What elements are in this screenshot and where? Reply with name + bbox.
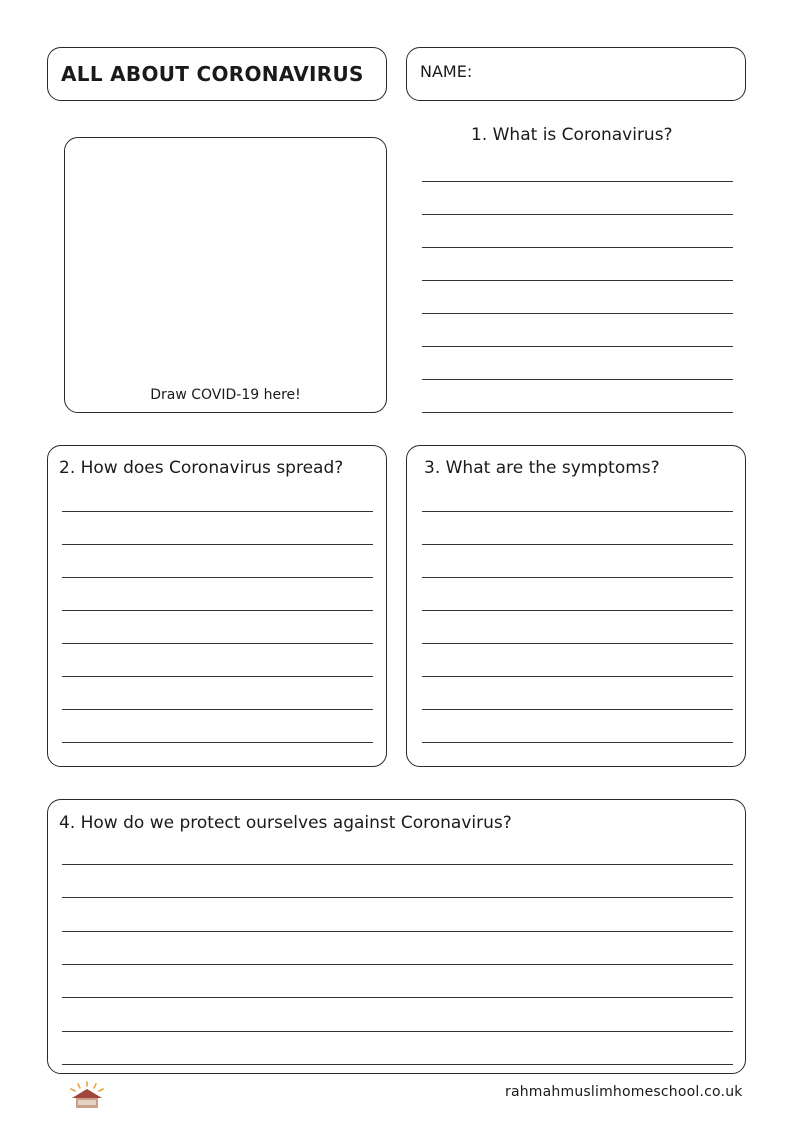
name-label: NAME: <box>420 62 473 81</box>
name-box[interactable] <box>406 47 746 101</box>
writing-line[interactable] <box>422 511 733 512</box>
title-box <box>47 47 387 101</box>
writing-line[interactable] <box>422 412 733 413</box>
writing-line[interactable] <box>422 181 733 182</box>
writing-line[interactable] <box>62 964 733 965</box>
question-4-box <box>47 799 746 1074</box>
question-1: 1. What is Coronavirus? <box>471 125 673 145</box>
writing-line[interactable] <box>62 897 733 898</box>
writing-line[interactable] <box>422 379 733 380</box>
writing-line[interactable] <box>62 709 373 710</box>
question-3-box <box>406 445 746 767</box>
worksheet-title: ALL ABOUT CORONAVIRUS <box>61 62 364 86</box>
drawing-area[interactable] <box>64 137 387 413</box>
writing-line[interactable] <box>422 709 733 710</box>
question-4: 4. How do we protect ourselves against Coronavirus? <box>59 813 512 833</box>
writing-line[interactable] <box>422 214 733 215</box>
writing-line[interactable] <box>422 346 733 347</box>
writing-line[interactable] <box>62 864 733 865</box>
writing-line[interactable] <box>422 577 733 578</box>
writing-line[interactable] <box>62 1031 733 1032</box>
writing-line[interactable] <box>62 511 373 512</box>
drawing-caption: Draw COVID-19 here! <box>150 387 301 403</box>
writing-line[interactable] <box>62 643 373 644</box>
writing-line[interactable] <box>62 610 373 611</box>
question-2: 2. How does Coronavirus spread? <box>59 458 344 478</box>
question-3: 3. What are the symptoms? <box>424 458 660 478</box>
house-logo-icon <box>66 1080 108 1110</box>
writing-line[interactable] <box>62 577 373 578</box>
writing-line[interactable] <box>62 544 373 545</box>
writing-line[interactable] <box>62 1064 733 1065</box>
writing-line[interactable] <box>62 676 373 677</box>
writing-line[interactable] <box>422 676 733 677</box>
writing-line[interactable] <box>422 280 733 281</box>
writing-line[interactable] <box>422 742 733 743</box>
writing-line[interactable] <box>422 643 733 644</box>
footer-website: rahmahmuslimhomeschool.co.uk <box>505 1084 743 1100</box>
writing-line[interactable] <box>422 610 733 611</box>
writing-line[interactable] <box>422 313 733 314</box>
writing-line[interactable] <box>422 247 733 248</box>
writing-line[interactable] <box>62 742 373 743</box>
question-2-box <box>47 445 387 767</box>
writing-line[interactable] <box>62 931 733 932</box>
writing-line[interactable] <box>62 997 733 998</box>
writing-line[interactable] <box>422 544 733 545</box>
